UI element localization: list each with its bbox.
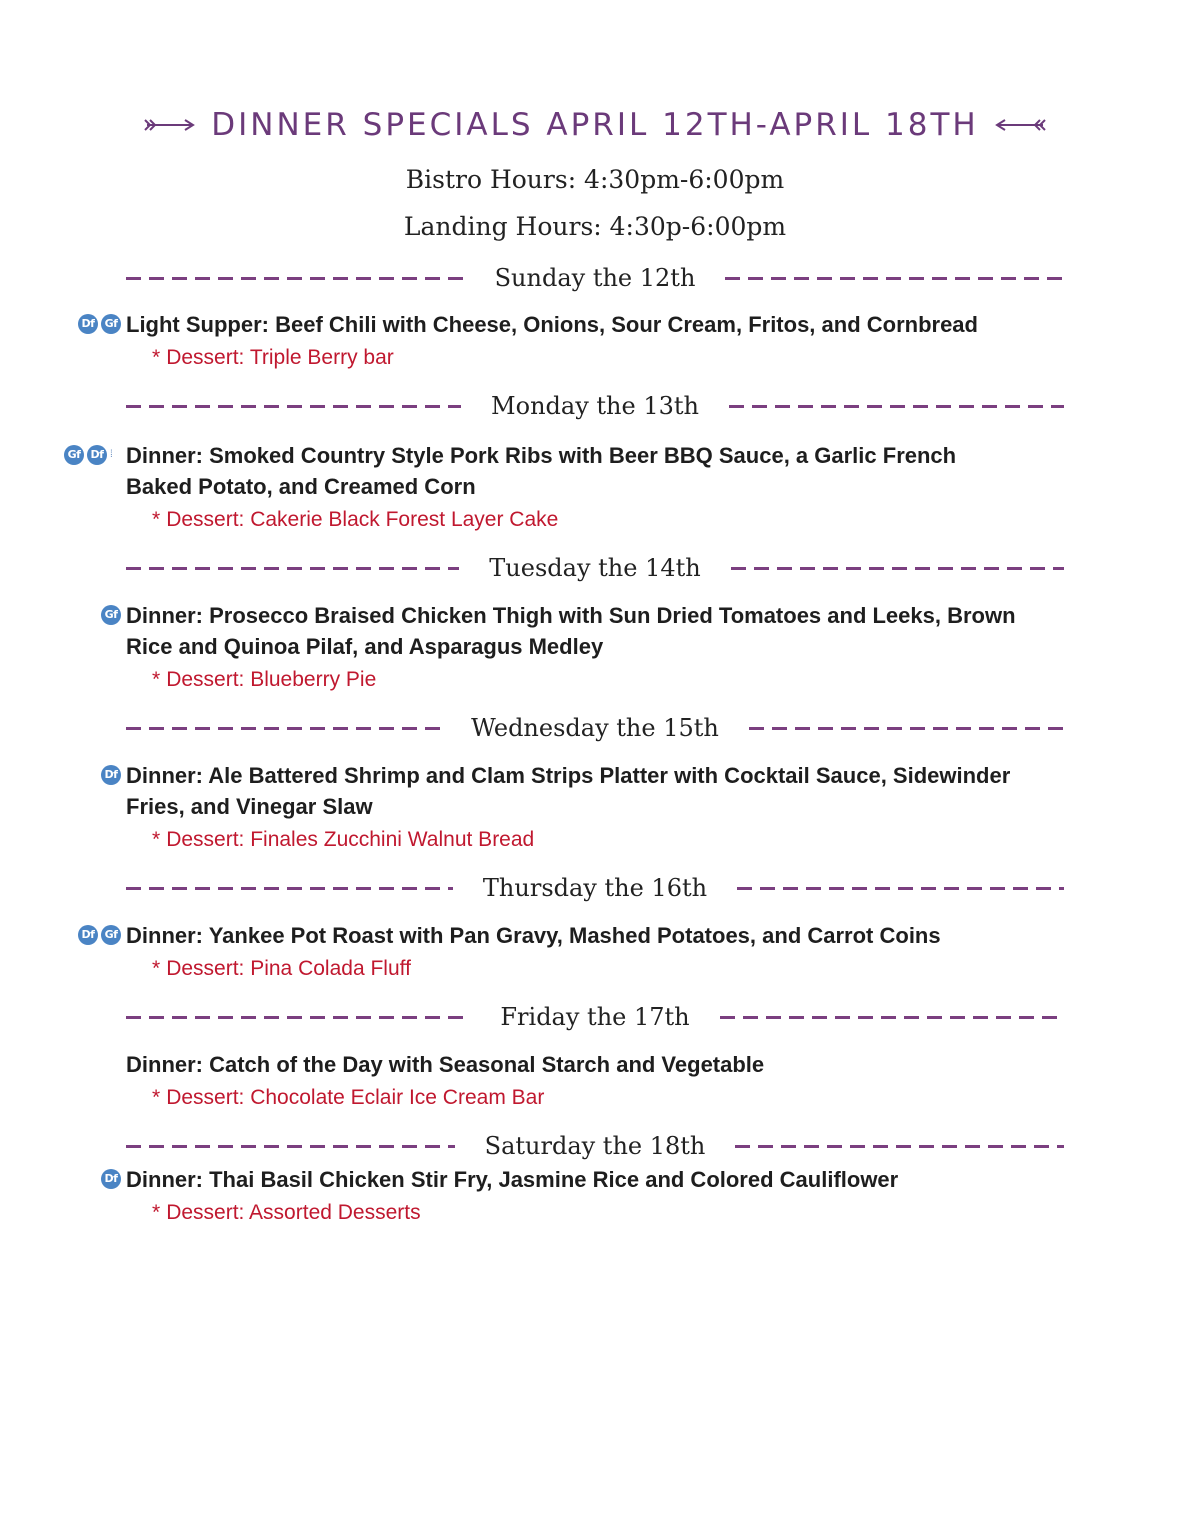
divider-dash	[737, 887, 1064, 890]
dairy-free-icon: Df	[78, 925, 98, 945]
day-label: Friday the 17th	[500, 1003, 690, 1031]
dessert-text: Dessert: Triple Berry bar	[166, 346, 394, 369]
divider-dash	[725, 277, 1064, 280]
dish-text: Light Supper: Beef Chili with Cheese, Onions, Sour Cream, Fritos, and Cornbread	[126, 312, 978, 337]
day-divider	[126, 997, 1064, 1037]
dairy-free-icon: Df	[101, 1169, 121, 1189]
gluten-free-icon: Gf	[101, 314, 121, 334]
arrow-right-icon	[143, 117, 197, 133]
diet-badges	[78, 925, 121, 945]
day-label: Wednesday the 15th	[471, 714, 719, 742]
diet-badges	[64, 445, 113, 465]
menu-entry	[104, 1164, 1026, 1227]
day-divider	[126, 868, 1064, 908]
divider-dash	[126, 277, 465, 280]
divider-dash	[126, 1145, 455, 1148]
diet-badges	[101, 1169, 121, 1189]
dessert-line: * Dessert: Triple Berry bar	[152, 346, 394, 369]
gluten-free-icon: Gf	[101, 605, 121, 625]
diet-badges	[78, 314, 121, 334]
divider-dash	[731, 567, 1064, 570]
dots-icon: ⁞	[110, 449, 113, 460]
dessert-text: Dessert: Finales Zucchini Walnut Bread	[166, 828, 535, 851]
divider-dash	[720, 1016, 1064, 1019]
divider-dash	[126, 887, 453, 890]
bistro-hours: Bistro Hours: 4:30pm-6:00pm	[405, 165, 785, 194]
day-divider	[126, 548, 1064, 588]
dessert-text: Dessert: Chocolate Eclair Ice Cream Bar	[166, 1086, 545, 1109]
divider-dash	[749, 727, 1064, 730]
day-divider	[126, 708, 1064, 748]
divider-dash	[126, 727, 441, 730]
menu-entry	[104, 600, 1026, 694]
gluten-free-icon: Gf	[101, 925, 121, 945]
day-label: Tuesday the 14th	[489, 554, 701, 582]
dessert-line: * Dessert: Chocolate Eclair Ice Cream Bar	[152, 1086, 545, 1109]
menu-entry	[81, 309, 1026, 372]
day-divider	[126, 258, 1064, 298]
menu-entry	[104, 760, 1026, 854]
menu-entry	[81, 920, 1026, 983]
diet-badges	[101, 605, 121, 625]
title-row	[0, 100, 1190, 150]
day-label: Saturday the 18th	[484, 1132, 706, 1160]
dairy-free-icon: Df	[87, 445, 107, 465]
landing-hours: Landing Hours: 4:30p-6:00pm	[403, 212, 787, 241]
dish-text: Dinner: Smoked Country Style Pork Ribs with Beer BBQ Sauce, a Garlic French Baked Potato, and Creamed Corn	[126, 443, 957, 499]
day-label: Thursday the 16th	[482, 874, 708, 902]
divider-dash	[735, 1145, 1064, 1148]
dessert-text: Dessert: Blueberry Pie	[166, 668, 377, 691]
page-title: DINNER SPECIALS APRIL 12TH-APRIL 18TH	[211, 107, 979, 143]
menu-entry	[126, 1049, 1026, 1112]
dairy-free-icon: Df	[101, 765, 121, 785]
dessert-text: Dessert: Assorted Desserts	[166, 1201, 421, 1224]
dessert-text: Dessert: Pina Colada Fluff	[166, 957, 411, 980]
divider-dash	[729, 405, 1064, 408]
dairy-free-icon: Df	[78, 314, 98, 334]
dessert-line: * Dessert: Assorted Desserts	[152, 1201, 421, 1224]
diet-badges	[101, 765, 121, 785]
dish-text: Dinner: Catch of the Day with Seasonal Starch and Vegetable	[126, 1052, 765, 1077]
day-divider	[126, 1126, 1064, 1166]
day-label: Sunday the 12th	[494, 264, 696, 292]
divider-dash	[126, 567, 459, 570]
arrow-left-icon	[993, 117, 1047, 133]
gluten-free-icon: Gf	[64, 445, 84, 465]
dessert-line: * Dessert: Cakerie Black Forest Layer Cake	[152, 508, 559, 531]
dessert-text: Dessert: Cakerie Black Forest Layer Cake	[166, 508, 559, 531]
dish-text: Dinner: Thai Basil Chicken Stir Fry, Jasmine Rice and Colored Cauliflower	[126, 1167, 899, 1192]
dessert-line: * Dessert: Blueberry Pie	[152, 668, 377, 691]
day-divider	[126, 386, 1064, 426]
dessert-line: * Dessert: Pina Colada Fluff	[152, 957, 411, 980]
dessert-line: * Dessert: Finales Zucchini Walnut Bread	[152, 828, 535, 851]
day-label: Monday the 13th	[491, 392, 699, 420]
divider-dash	[126, 1016, 470, 1019]
dish-text: Dinner: Prosecco Braised Chicken Thigh with Sun Dried Tomatoes and Leeks, Brown Rice and Quinoa Pilaf, and Asparagus Medley	[126, 603, 1016, 659]
dish-text: Dinner: Ale Battered Shrimp and Clam Strips Platter with Cocktail Sauce, Sidewinder Fries, and Vinegar Slaw	[126, 763, 1011, 819]
divider-dash	[126, 405, 461, 408]
dish-text: Dinner: Yankee Pot Roast with Pan Gravy, Mashed Potatoes, and Carrot Coins	[126, 923, 941, 948]
menu-entry	[67, 440, 1026, 534]
